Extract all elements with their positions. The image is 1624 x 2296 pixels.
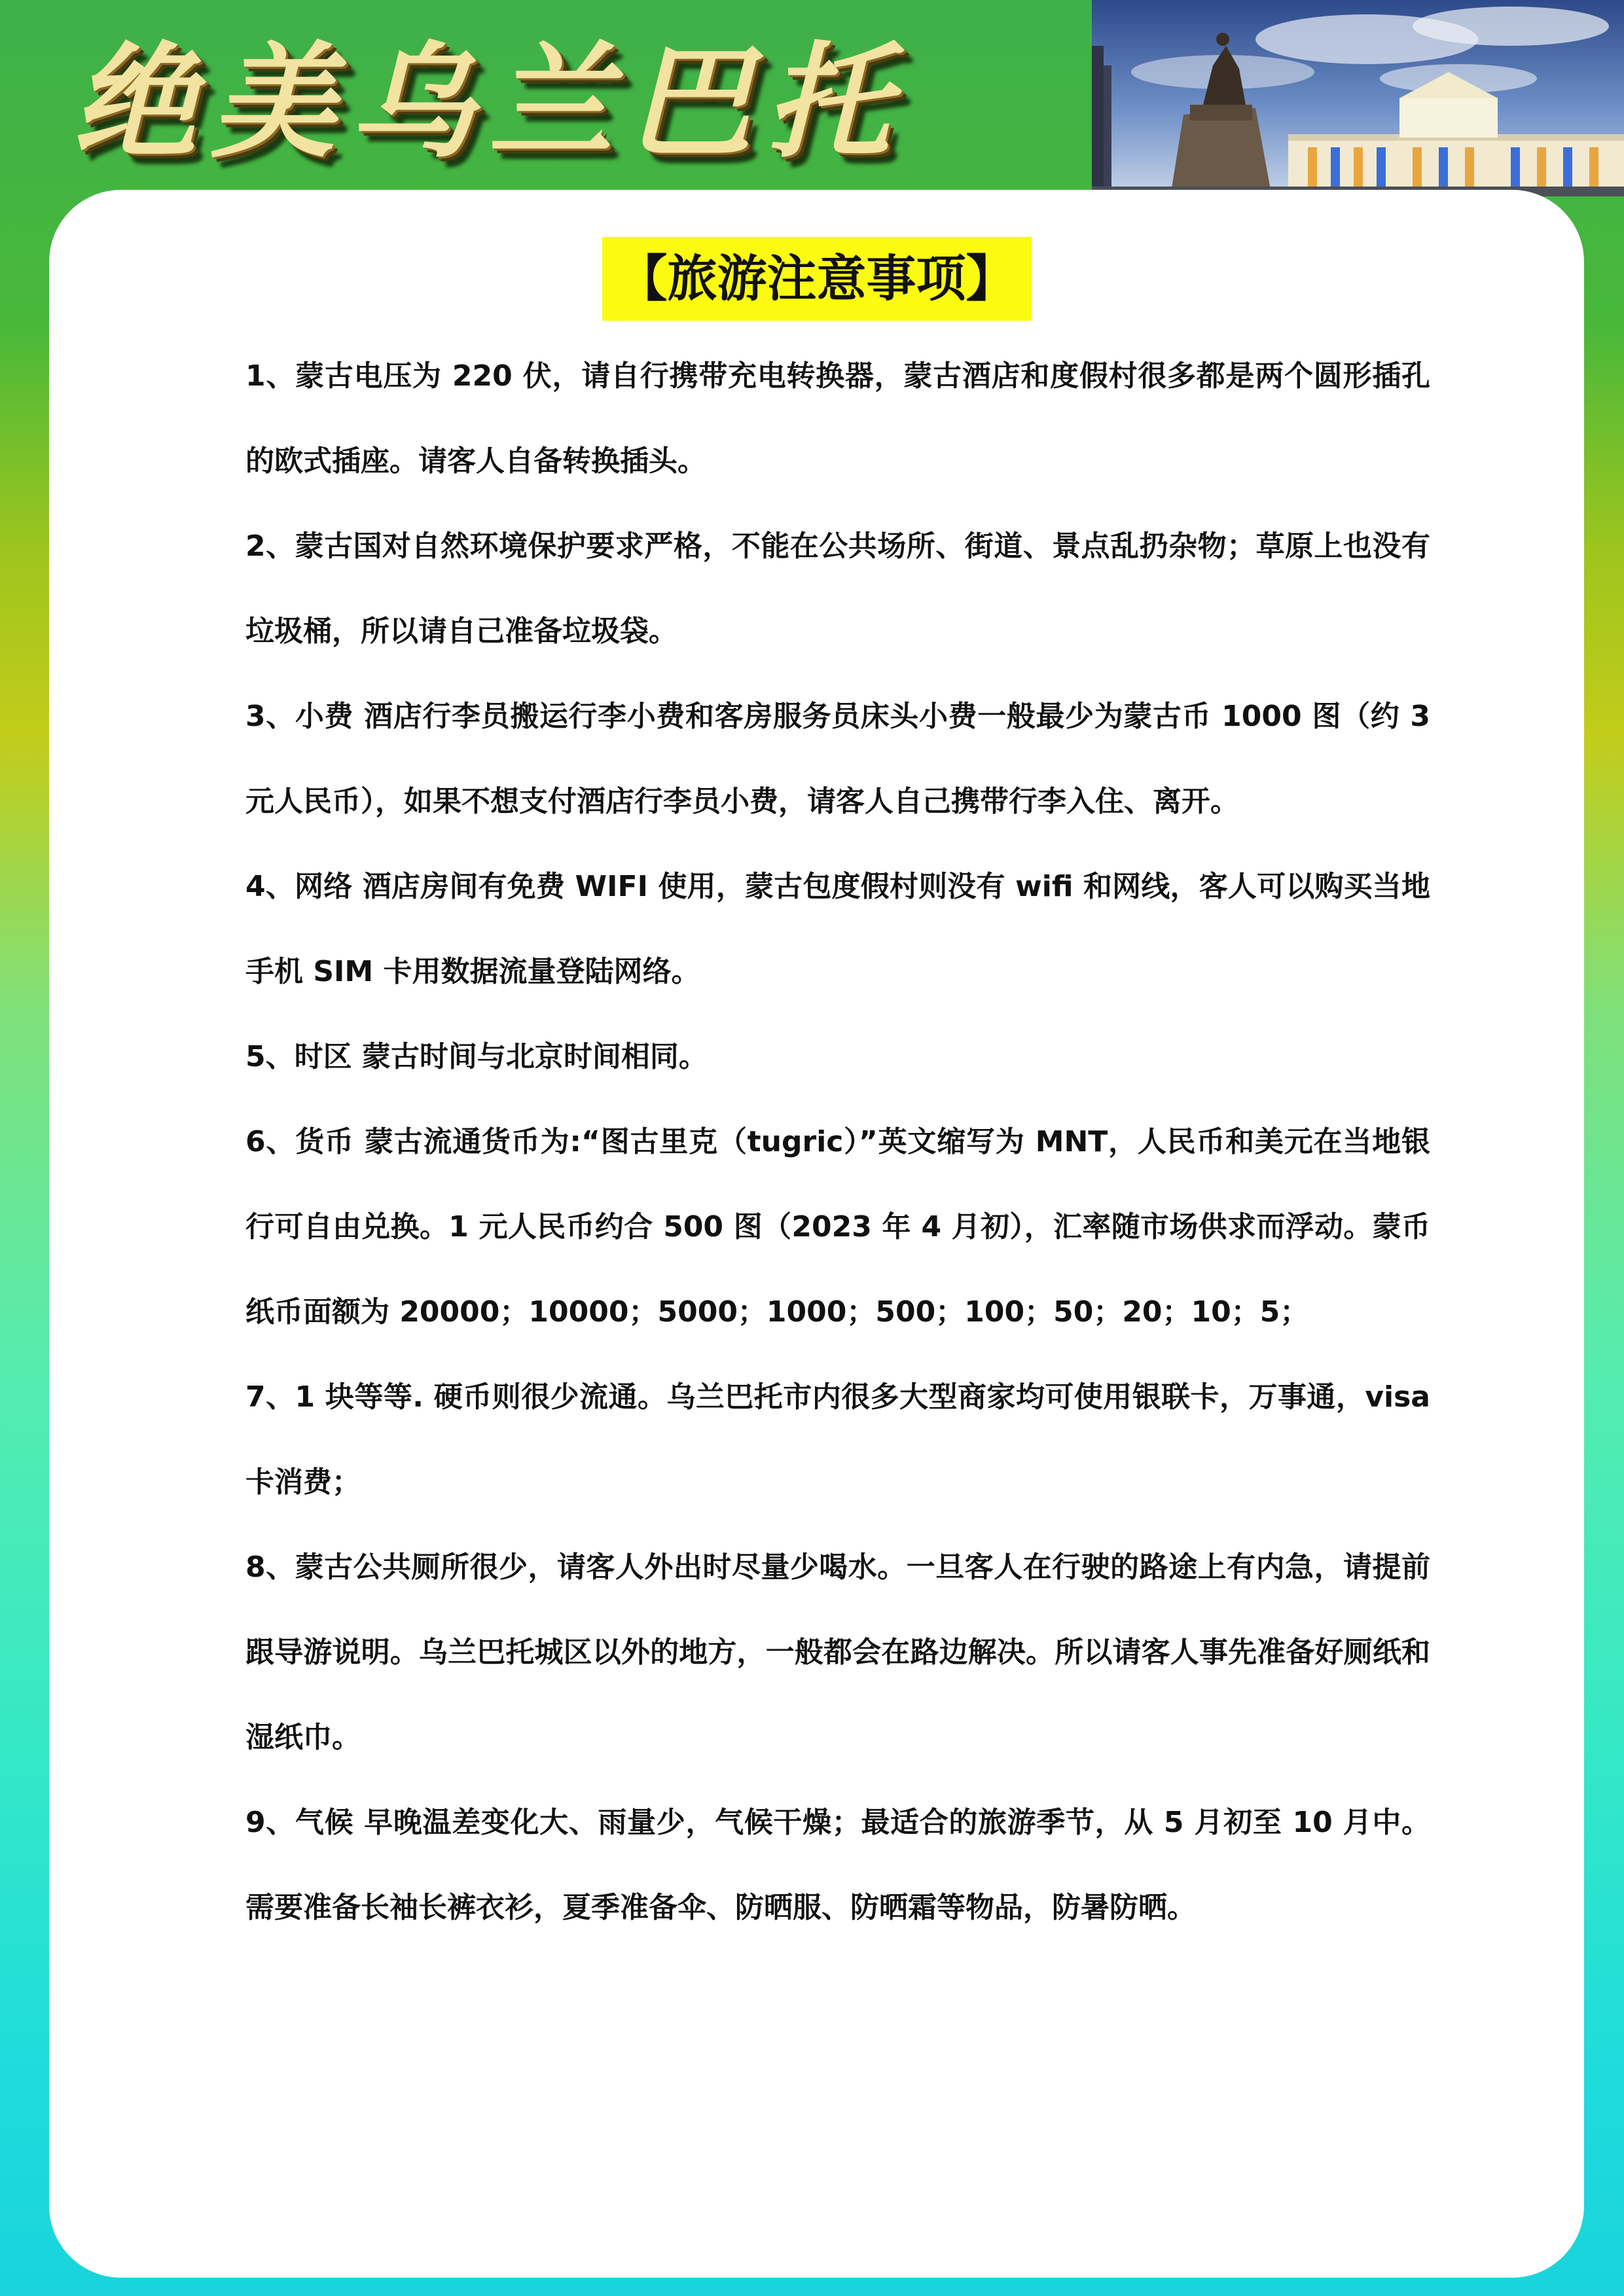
notice-item-network: 4、网络 酒店房间有免费 WIFI 使用，蒙古包度假村则没有 wifi 和网线，客人可以购买当地手机 SIM 卡用数据流量登陆网络。 bbox=[245, 870, 1430, 988]
notice-item-power: 1、蒙古电压为 220 伏，请自行携带充电转换器，蒙古酒店和度假村很多都是两个圆形插孔的欧式插座。请客人自备转换插头。 bbox=[245, 359, 1430, 478]
notice-item-climate: 9、气候 早晚温差变化大、雨量少，气候干燥；最适合的旅游季节，从 5 月初至 10 月中。 需要准备长袖长裤衣衫，夏季准备伞、防晒服、防晒霜等物品，防暑防晒。 bbox=[245, 1806, 1430, 1924]
ulaanbaatar-square-photo bbox=[1092, 0, 1624, 196]
notice-heading: 【旅游注意事项】 bbox=[602, 237, 1032, 321]
notice-item-timezone: 5、时区 蒙古时间与北京时间相同。 bbox=[245, 1040, 708, 1073]
notice-item-coins-cards: 7、1 块等等. 硬币则很少流通。乌兰巴托市内很多大型商家均可使用银联卡，万事通，visa 卡消费； bbox=[245, 1380, 1430, 1499]
notice-card bbox=[49, 190, 1584, 2278]
banner-title: 绝美乌兰巴托 bbox=[72, 28, 905, 175]
notice-item-toilets: 8、蒙古公共厕所很少，请客人外出时尽量少喝水。一旦客人在行驶的路途上有内急，请提前跟导游说明。乌兰巴托城区以外的地方，一般都会在路边解决。所以请客人事先准备好厕纸和湿纸巾。 bbox=[245, 1551, 1430, 1754]
notice-item-environment: 2、蒙古国对自然环境保护要求严格，不能在公共场所、街道、景点乱扔杂物；草原上也没有垃圾桶，所以请自己准备垃圾袋。 bbox=[245, 529, 1430, 648]
notice-item-currency: 6、货币 蒙古流通货币为:“图古里克（tugric）”英文缩写为 MNT，人民币和美元在当地银行可自由兑换。1 元人民币约合 500 图（2023 年 4 月初），汇率随市场供求而浮动。蒙币纸币面额为 20000；10000；5000；1000；500；100；50；20；10；5； bbox=[245, 1125, 1430, 1329]
notice-list bbox=[245, 334, 1430, 1950]
notice-item-tips: 3、小费 酒店行李员搬运行李小费和客房服务员床头小费一般最少为蒙古币 1000 图（约 3 元人民币），如果不想支付酒店行李员小费，请客人自己携带行李入住、离开。 bbox=[245, 700, 1430, 818]
